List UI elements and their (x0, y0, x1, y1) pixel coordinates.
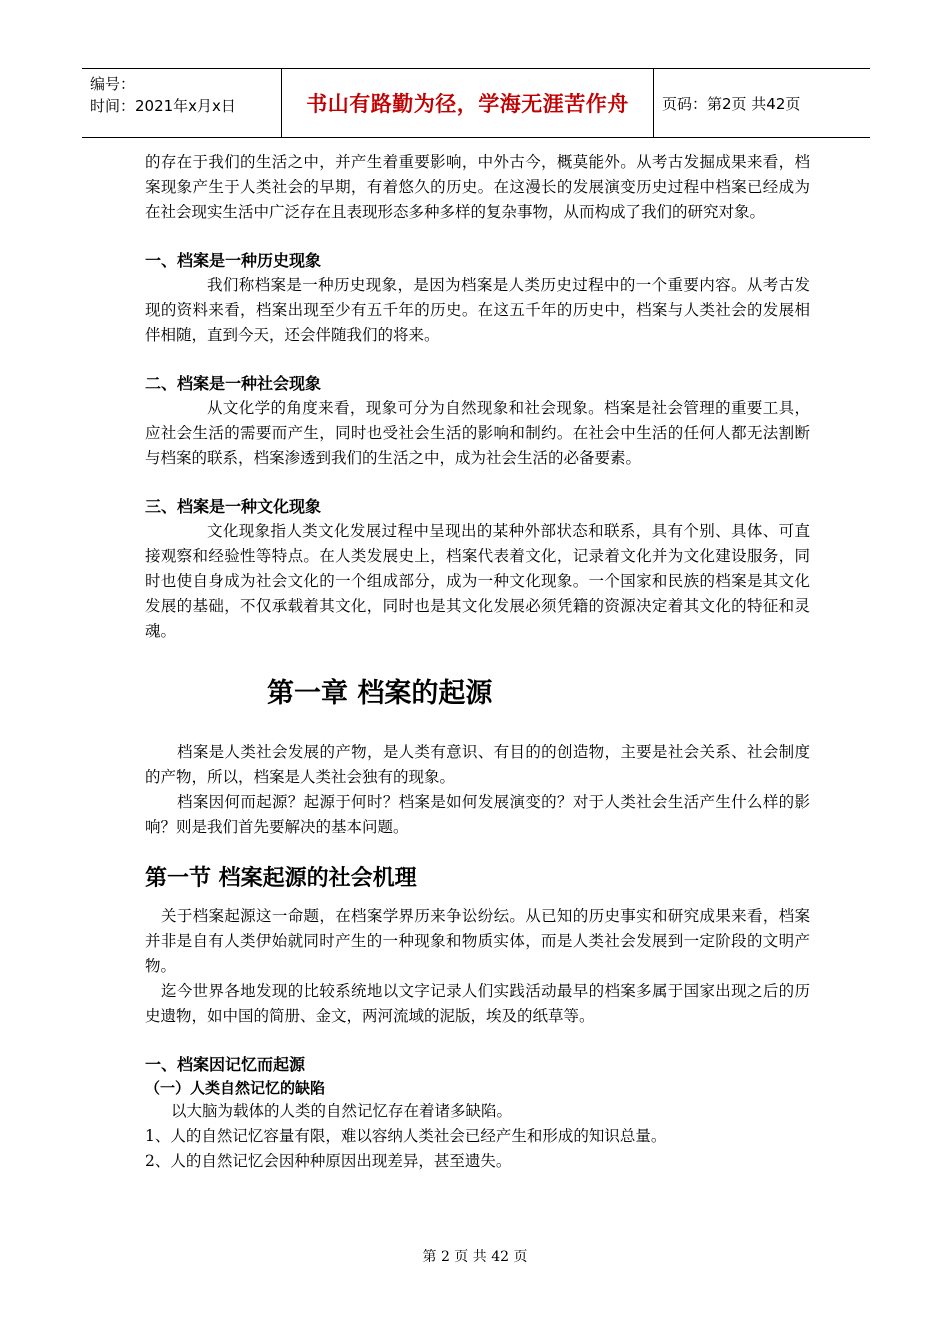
section-paragraph-2: 迄今世界各地发现的比较系统地以文字记录人们实践活动最早的档案多属于国家出现之后的历史遗物，如中国的简册、金文，两河流域的泥版，埃及的纸草等。 (145, 982, 810, 1025)
subsubsection-heading: （一）人类自然记忆的缺陷 (145, 1079, 326, 1097)
page-header (82, 68, 870, 138)
section-title: 第一节 档案起源的社会机理 (145, 865, 417, 891)
subsection-heading: 一、档案因记忆而起源 (145, 1055, 306, 1074)
chapter-paragraph-1: 档案是人类社会发展的产物，是人类有意识、有目的的创造物，主要是社会关系、社会制度的产物，所以，档案是人类社会独有的现象。 (145, 743, 810, 786)
header-page-info: 页码：第2页 共42页 (662, 94, 801, 113)
list-item-2: 2、人的自然记忆会因种种原因出现差异，甚至遗失。 (145, 1152, 512, 1170)
time-label: 时间：2021年x月x日 (90, 97, 236, 115)
number-label: 编号： (90, 75, 136, 93)
section-paragraph-3: 以大脑为载体的人类的自然记忆存在着诸多缺陷。 (171, 1102, 513, 1120)
document-body (145, 150, 810, 1174)
paragraph-culture: 文化现象指人类文化发展过程中呈现出的某种外部状态和联系，具有个别、具体、可直接观察和经验性等特点。在人类发展史上，档案代表着文化，记录着文化并为文化建设服务，同时也使自身成为社会文化的一个组成部分，成为一种文化现象。一个国家和民族的档案是其文化发展的基础，不仅承载着其文化，同时也是其文化发展必须凭籍的资源决定着其文化的特征和灵魂。 (145, 522, 810, 640)
heading-culture: 三、档案是一种文化现象 (145, 497, 322, 516)
page-footer: 第 2 页 共 42 页 (422, 1249, 528, 1265)
header-motto: 书山有路勤为径，学海无涯苦作舟 (282, 69, 654, 137)
section-paragraph-1: 关于档案起源这一命题，在档案学界历来争讼纷纭。从已知的历史事实和研究成果来看，档案并非是自有人类伊始就同时产生的一种现象和物质实体，而是人类社会发展到一定阶段的文明产物。 (145, 907, 810, 975)
intro-paragraph: 的存在于我们的生活之中，并产生着重要影响，中外古今，概莫能外。从考古发掘成果来看，档案现象产生于人类社会的早期，有着悠久的历史。在这漫长的发展演变历史过程中档案已经成为在社会现实生活中广泛存在且表现形态多种多样的复杂事物，从而构成了我们的研究对象。 (145, 153, 810, 221)
paragraph-society: 从文化学的角度来看，现象可分为自然现象和社会现象。档案是社会管理的重要工具，应社会生活的需要而产生，同时也受社会生活的影响和制约。在社会中生活的任何人都无法割断与档案的联系，档案渗透到我们的生活之中，成为社会生活的必备要素。 (145, 399, 810, 467)
chapter-paragraph-2: 档案因何而起源？起源于何时？档案是如何发展演变的？对于人类社会生活产生什么样的影响？则是我们首先要解决的基本问题。 (145, 793, 810, 836)
list-item-1: 1、人的自然记忆容量有限，难以容纳人类社会已经产生和形成的知识总量。 (145, 1127, 667, 1145)
header-left-cell (82, 69, 282, 137)
chapter-title: 第一章 档案的起源 (267, 678, 493, 709)
heading-society: 二、档案是一种社会现象 (145, 374, 322, 393)
paragraph-history: 我们称档案是一种历史现象，是因为档案是人类历史过程中的一个重要内容。从考古发现的资料来看，档案出现至少有五千年的历史。在这五千年的历史中，档案与人类社会的发展相伴相随，直到今天，还会伴随我们的将来。 (145, 276, 810, 344)
heading-history: 一、档案是一种历史现象 (145, 251, 322, 270)
